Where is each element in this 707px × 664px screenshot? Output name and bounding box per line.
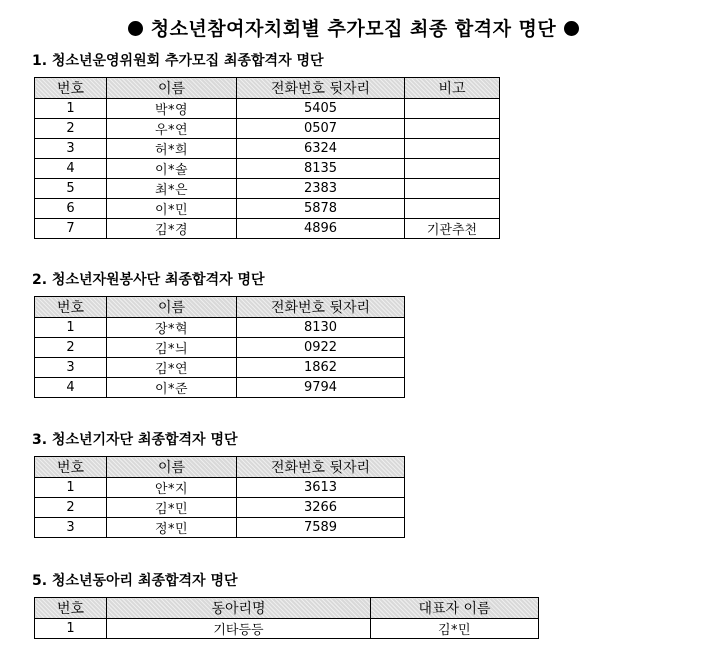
cell-name: 장*혁 xyxy=(107,318,237,338)
cell-name: 정*민 xyxy=(107,518,237,538)
cell-number: 5 xyxy=(35,179,107,199)
cell-number: 2 xyxy=(35,498,107,518)
cell-phone: 7589 xyxy=(237,518,405,538)
cell-name: 안*지 xyxy=(107,478,237,498)
cell-phone: 0507 xyxy=(237,119,405,139)
cell-number: 4 xyxy=(35,378,107,398)
table-row xyxy=(35,119,500,139)
cell-name: 김*민 xyxy=(107,498,237,518)
column-header: 전화번호 뒷자리 xyxy=(237,78,405,99)
cell-phone: 2383 xyxy=(237,179,405,199)
page-title xyxy=(0,14,707,41)
section-heading-volunteer-group: 2. 청소년자원봉사단 최종합격자 명단 xyxy=(32,272,265,288)
cell-note xyxy=(405,179,500,199)
cell-number: 3 xyxy=(35,358,107,378)
cell-number: 1 xyxy=(35,478,107,498)
cell-number: 7 xyxy=(35,219,107,239)
cell-phone: 9794 xyxy=(237,378,405,398)
column-header: 비고 xyxy=(405,78,500,99)
page-title-text: 청소년참여자치회별 추가모집 최종 합격자 명단 xyxy=(150,18,557,40)
column-header: 이름 xyxy=(107,297,237,318)
table-youth-committee xyxy=(34,77,500,239)
section-heading-reporter-group: 3. 청소년기자단 최종합격자 명단 xyxy=(32,432,238,448)
column-header: 전화번호 뒷자리 xyxy=(237,457,405,478)
cell-name: 박*영 xyxy=(107,99,237,119)
table-row xyxy=(35,619,539,639)
cell-note xyxy=(405,119,500,139)
cell-number: 4 xyxy=(35,159,107,179)
column-header: 번호 xyxy=(35,78,107,99)
cell-phone: 3613 xyxy=(237,478,405,498)
table-row xyxy=(35,378,405,398)
table-volunteer-group xyxy=(34,296,405,398)
cell-club-name: 기타등등 xyxy=(107,619,371,639)
table-row xyxy=(35,318,405,338)
table-row xyxy=(35,199,500,219)
table-row xyxy=(35,358,405,378)
table-header-row xyxy=(35,78,500,99)
table-row xyxy=(35,179,500,199)
cell-phone: 8135 xyxy=(237,159,405,179)
cell-name: 최*은 xyxy=(107,179,237,199)
table-row xyxy=(35,338,405,358)
cell-name: 김*늬 xyxy=(107,338,237,358)
table-row xyxy=(35,219,500,239)
cell-name: 이*민 xyxy=(107,199,237,219)
table-youth-club xyxy=(34,597,539,639)
column-header: 동아리명 xyxy=(107,598,371,619)
table-row xyxy=(35,99,500,119)
cell-number: 2 xyxy=(35,338,107,358)
table-reporter-group xyxy=(34,456,405,538)
cell-phone: 5405 xyxy=(237,99,405,119)
cell-note xyxy=(405,199,500,219)
cell-name: 우*연 xyxy=(107,119,237,139)
cell-number: 3 xyxy=(35,139,107,159)
table-row xyxy=(35,159,500,179)
section-heading-youth-committee: 1. 청소년운영위원회 추가모집 최종합격자 명단 xyxy=(32,53,324,69)
cell-number: 1 xyxy=(35,318,107,338)
cell-note xyxy=(405,99,500,119)
table-row xyxy=(35,498,405,518)
bullet-icon xyxy=(128,21,143,36)
cell-name: 김*경 xyxy=(107,219,237,239)
column-header: 이름 xyxy=(107,457,237,478)
cell-number: 1 xyxy=(35,99,107,119)
cell-note xyxy=(405,139,500,159)
cell-phone: 3266 xyxy=(237,498,405,518)
cell-phone: 8130 xyxy=(237,318,405,338)
table-header-row xyxy=(35,297,405,318)
cell-phone: 5878 xyxy=(237,199,405,219)
cell-note: 기관추천 xyxy=(405,219,500,239)
table-row xyxy=(35,478,405,498)
table-row xyxy=(35,139,500,159)
cell-phone: 1862 xyxy=(237,358,405,378)
table-header-row xyxy=(35,598,539,619)
column-header: 대표자 이름 xyxy=(371,598,539,619)
column-header: 이름 xyxy=(107,78,237,99)
column-header: 전화번호 뒷자리 xyxy=(237,297,405,318)
cell-note xyxy=(405,159,500,179)
table-header-row xyxy=(35,457,405,478)
cell-number: 2 xyxy=(35,119,107,139)
cell-phone: 6324 xyxy=(237,139,405,159)
cell-number: 1 xyxy=(35,619,107,639)
cell-representative: 김*민 xyxy=(371,619,539,639)
table-row xyxy=(35,518,405,538)
column-header: 번호 xyxy=(35,457,107,478)
column-header: 번호 xyxy=(35,598,107,619)
cell-phone: 4896 xyxy=(237,219,405,239)
cell-phone: 0922 xyxy=(237,338,405,358)
cell-name: 이*솔 xyxy=(107,159,237,179)
cell-name: 김*연 xyxy=(107,358,237,378)
cell-number: 6 xyxy=(35,199,107,219)
column-header: 번호 xyxy=(35,297,107,318)
cell-number: 3 xyxy=(35,518,107,538)
bullet-icon xyxy=(564,21,579,36)
cell-name: 이*준 xyxy=(107,378,237,398)
cell-name: 허*희 xyxy=(107,139,237,159)
section-heading-youth-club: 5. 청소년동아리 최종합격자 명단 xyxy=(32,573,238,589)
